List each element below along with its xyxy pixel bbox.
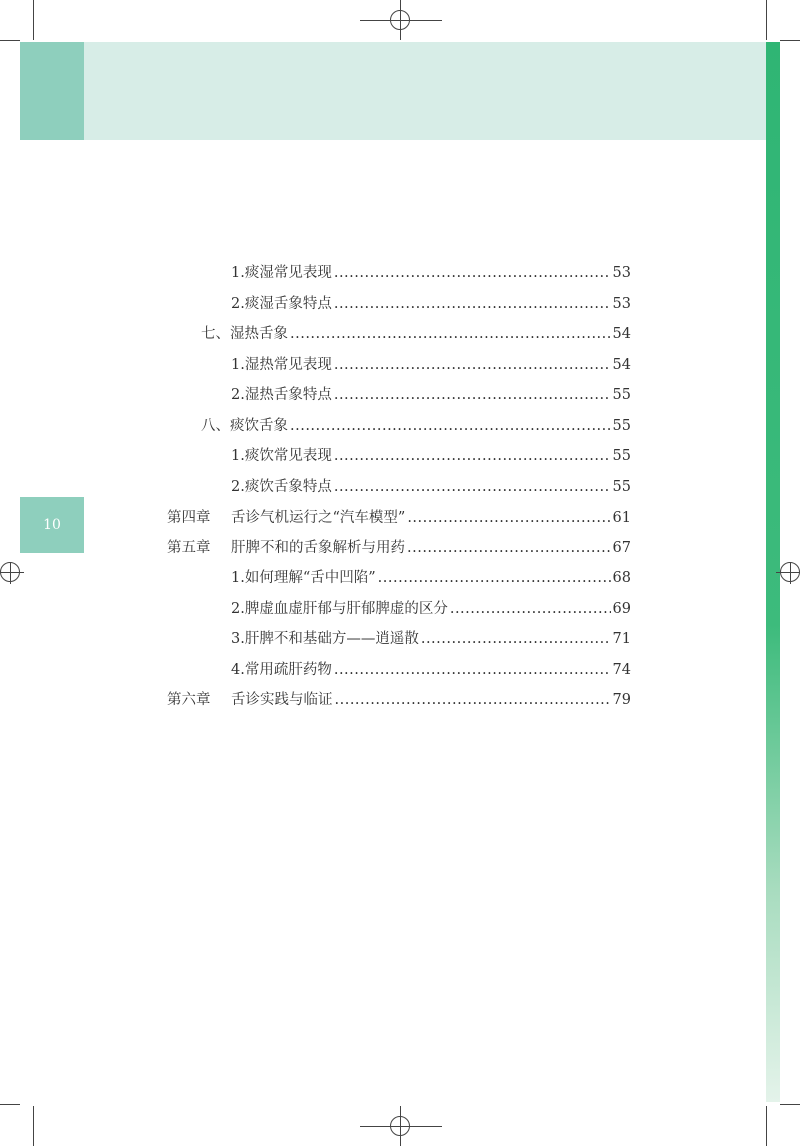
toc-entry-page: 71: [612, 631, 631, 647]
toc-entry[interactable]: [201, 324, 631, 344]
toc-entry-page: 54: [612, 357, 631, 373]
toc-chapter-label: 第四章: [167, 510, 211, 526]
toc-entry-page: 61: [612, 510, 631, 526]
toc-leader-dots: [334, 263, 611, 283]
toc-entry-title: 八、痰饮舌象: [201, 418, 288, 434]
toc-entry-title: 2.痰饮舌象特点: [231, 479, 332, 495]
toc-entry-title: 舌诊实践与临证: [231, 692, 333, 708]
toc-entry-page: 53: [612, 265, 631, 281]
toc-entry-page: 68: [612, 570, 631, 586]
toc-entry[interactable]: [231, 294, 631, 314]
toc-leader-dots: [450, 599, 611, 619]
page-number-tab: [20, 497, 84, 553]
toc-leader-dots: [334, 660, 611, 680]
header-accent-block: [20, 42, 84, 140]
toc-chapter[interactable]: [167, 690, 631, 710]
toc-entry[interactable]: [201, 416, 631, 436]
toc-chapter-label: 第六章: [167, 692, 211, 708]
toc-entry-title: 肝脾不和的舌象解析与用药: [231, 540, 405, 556]
toc-entry-page: 54: [612, 326, 631, 342]
toc-entry[interactable]: [231, 385, 631, 405]
toc-entry-page: 55: [612, 479, 631, 495]
toc-entry[interactable]: [231, 446, 631, 466]
toc-leader-dots: [334, 477, 611, 497]
toc-entry-title: 舌诊气机运行之“汽车模型”: [231, 510, 406, 526]
toc-chapter[interactable]: [167, 508, 631, 528]
toc-leader-dots: [421, 629, 611, 649]
toc-entry[interactable]: [231, 263, 631, 283]
toc-entry-title: 1.如何理解“舌中凹陷”: [231, 570, 376, 586]
toc-leader-dots: [290, 416, 611, 436]
toc-leader-dots: [378, 568, 611, 588]
toc-entry[interactable]: [231, 355, 631, 375]
toc-entry-page: 53: [612, 296, 631, 312]
toc-entry-title: 2.湿热舌象特点: [231, 387, 332, 403]
toc-entry-page: 55: [612, 418, 631, 434]
toc-entry-page: 69: [612, 601, 631, 617]
toc-leader-dots: [407, 538, 611, 558]
toc-entry-title: 1.湿热常见表现: [231, 357, 332, 373]
page-number: 10: [43, 517, 61, 533]
toc-entry[interactable]: [231, 629, 631, 649]
toc-entry-page: 67: [612, 540, 631, 556]
toc-entry-page: 55: [612, 448, 631, 464]
toc-entry-title: 2.痰湿舌象特点: [231, 296, 332, 312]
toc-entry-page: 74: [612, 662, 631, 678]
toc-leader-dots: [290, 324, 611, 344]
toc-chapter-label: 第五章: [167, 540, 211, 556]
toc-leader-dots: [407, 508, 610, 528]
toc-leader-dots: [334, 294, 611, 314]
toc-entry-title: 4.常用疏肝药物: [231, 662, 332, 678]
toc-entry-title: 2.脾虚血虚肝郁与肝郁脾虚的区分: [231, 601, 448, 617]
toc-entry[interactable]: [231, 599, 631, 619]
toc-entry-page: 55: [612, 387, 631, 403]
toc-entry-title: 1.痰湿常见表现: [231, 265, 332, 281]
toc-entry[interactable]: [231, 477, 631, 497]
toc-entry[interactable]: [231, 568, 631, 588]
toc-leader-dots: [334, 385, 611, 405]
toc-leader-dots: [334, 446, 611, 466]
toc-entry[interactable]: [231, 660, 631, 680]
toc-leader-dots: [335, 690, 611, 710]
toc-chapter[interactable]: [167, 538, 631, 558]
header-band: [20, 42, 766, 140]
toc-entry-page: 79: [612, 692, 631, 708]
toc-entry-title: 七、湿热舌象: [201, 326, 288, 342]
toc-entry-title: 1.痰饮常见表现: [231, 448, 332, 464]
toc-entry-title: 3.肝脾不和基础方——逍遥散: [231, 631, 419, 647]
toc-leader-dots: [334, 355, 611, 375]
